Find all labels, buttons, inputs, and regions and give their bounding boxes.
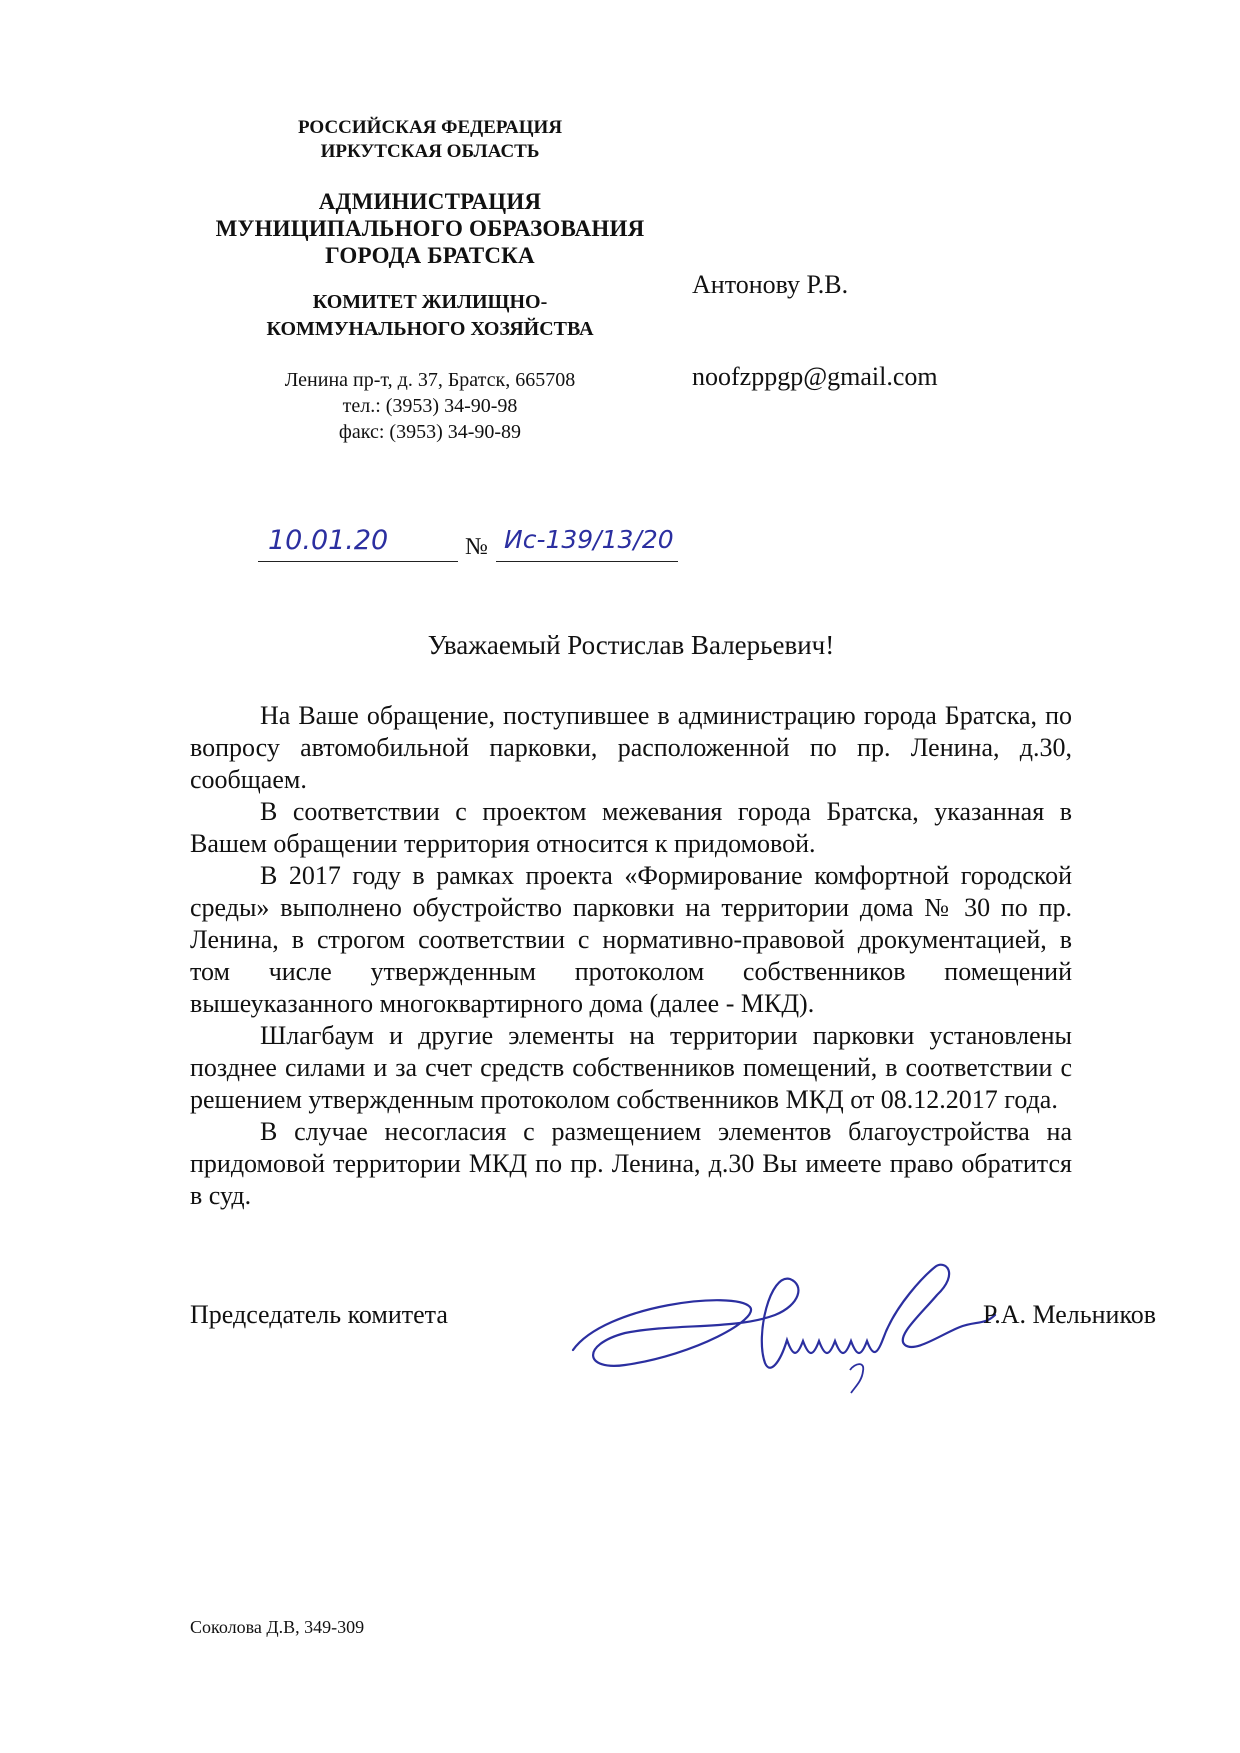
phone-line: тел.: (3953) 34-90-98 — [342, 395, 518, 417]
signer-name: Р.А. Мельников — [983, 1300, 1157, 1329]
recipient-email: noofzppgp@gmail.com — [692, 362, 938, 391]
admin-line-3: ГОРОДА БРАТСКА — [325, 243, 535, 268]
paragraph-3: В 2017 году в рамках проекта «Формирование комфортной городской среды» выполнено обустройство парковки на территории дома № 30 по пр. Ленина, в строгом соответствии с нормативно-правовой дрокументацией, в том числе утвержденным протоколом собственников помещений вышеуказанного многоквартирного дома (далее - МКД). — [190, 861, 1072, 1018]
handwritten-date: 10.01.20 — [268, 525, 389, 556]
letter-body — [190, 700, 1072, 1212]
paragraph-1: На Ваше обращение, поступившее в администрацию города Братска, по вопросу автомобильной парковки, расположенной по пр. Ленина, д.30, сообщаем. — [190, 701, 1072, 794]
letterhead-federation — [230, 116, 630, 164]
fax-line: факс: (3953) 34-90-89 — [338, 421, 522, 443]
address-line: Ленина пр-т, д. 37, Братск, 665708 — [284, 369, 576, 391]
letterhead-contacts — [210, 367, 650, 445]
signature-tail — [850, 1364, 863, 1393]
committee-line-2: КОММУНАЛЬНОГО ХОЗЯЙСТВА — [266, 318, 594, 340]
signature-stroke — [573, 1265, 995, 1368]
federation-line: РОССИЙСКАЯ ФЕДЕРАЦИЯ — [297, 117, 563, 138]
executor-note: Соколова Д.В, 349-309 — [190, 1617, 365, 1637]
date-field — [258, 527, 458, 562]
paragraph-2: В соответствии с проектом межевания города Братска, указанная в Вашем обращении территория относится к придомовой. — [190, 797, 1072, 858]
greeting: Уважаемый Ростислав Валерьевич! — [427, 630, 835, 660]
handwritten-signature — [565, 1245, 1005, 1395]
letterhead-administration — [160, 188, 700, 269]
paragraph-4: Шлагбаум и другие элементы на территории парковки установлены позднее силами и за счет средств собственников помещений, в соответствии с решением утвержденным протоколом собственников МКД от 08.12.2017 года. — [190, 1021, 1072, 1114]
committee-line-1: КОМИТЕТ ЖИЛИЩНО- — [312, 291, 548, 313]
admin-line-1: АДМИНИСТРАЦИЯ — [318, 189, 542, 214]
number-sign: № — [465, 534, 488, 560]
recipient-name: Антонову Р.В. — [692, 270, 849, 299]
region-line: ИРКУТСКАЯ ОБЛАСТЬ — [320, 141, 540, 162]
paragraph-5: В случае несогласия с размещением элементов благоустройства на придомовой территории МКД по пр. Ленина, д.30 Вы имеете право обратится в суд. — [190, 1117, 1072, 1210]
handwritten-number: Ис-139/13/20 — [504, 525, 674, 554]
signer-position: Председатель комитета — [190, 1300, 448, 1329]
letterhead-committee — [200, 289, 660, 343]
number-field — [496, 527, 678, 562]
admin-line-2: МУНИЦИПАЛЬНОГО ОБРАЗОВАНИЯ — [215, 216, 645, 241]
